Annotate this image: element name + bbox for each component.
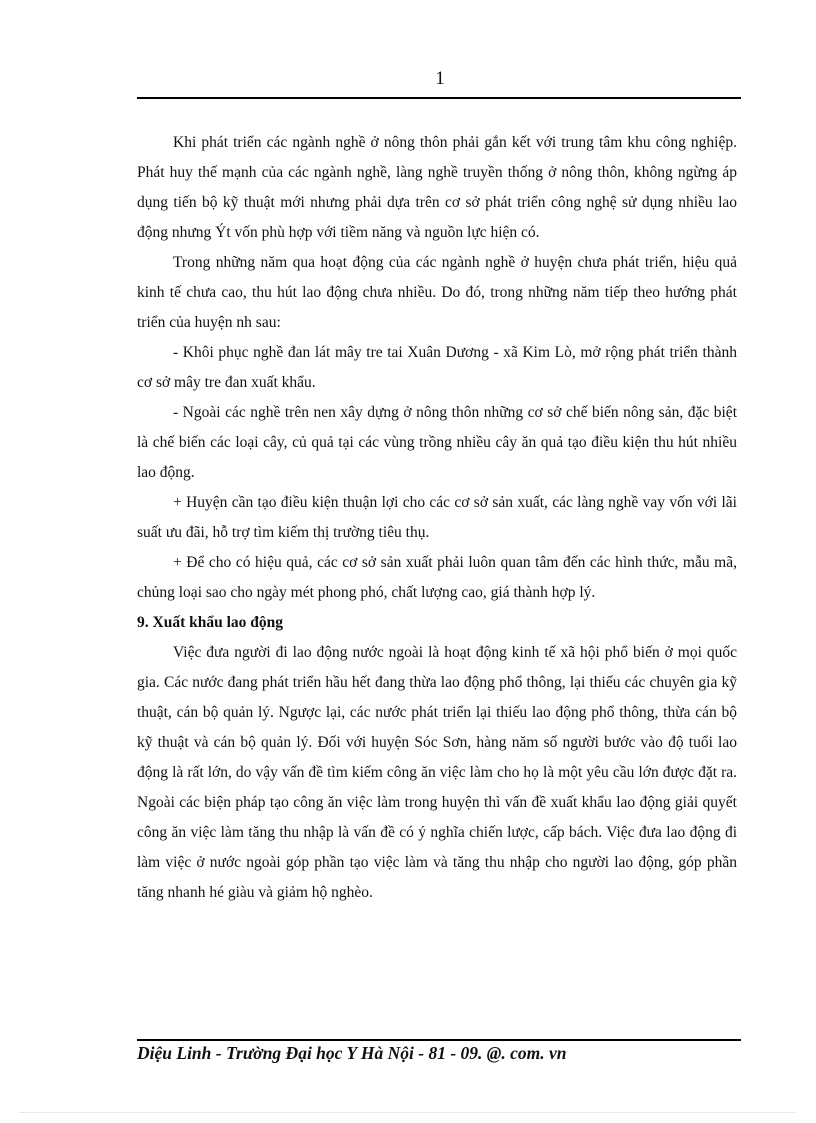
page-edge: [20, 1112, 796, 1113]
paragraph-labor-export: Việc đưa người đi lao động nước ngoài là hoạt động kinh tế xã hội phổ biến ở mọi quốc gia. Các nước đang phát triển hầu hết đang thừa lao động phổ thông, lại thiếu các chuyên gia kỹ thuật, cán bộ quản lý. Ngược lại, các nước phát triển lại thiếu lao động phổ thông, thừa cán bộ kỹ thuật và cán bộ quản lý. Đối với huyện Sóc Sơn, hàng năm số người bước vào độ tuổi lao động là rất lớn, do vậy vấn đề tìm kiếm công ăn việc làm cho họ là một yêu cầu lớn được đặt ra. Ngoài các biện pháp tạo công ăn việc làm trong huyện thì vấn đề xuất khẩu lao động giải quyết công ăn việc làm tăng thu nhập là vấn đề có ý nghĩa chiến lược, cấp bách. Việc đưa lao động đi làm việc ở nước ngoài góp phần tạo việc làm và tăng thu nhập cho người lao động, góp phần tăng nhanh hé giàu và giảm hộ nghèo.: [137, 644, 737, 901]
paragraph-processing-facilities: - Ngoài các nghề trên nen xây dựng ở nông thôn những cơ sở chế biến nông sản, đặc biệt là chế biến các loại cây, củ quả tại các vùng trồng nhiều cây ăn quả tạo điều kiện thu hút nhiều lao động.: [137, 404, 737, 481]
section-heading: 9. Xuất khẩu lao động: [137, 614, 284, 631]
paragraph-product-quality: + Để cho có hiệu quả, các cơ sở sản xuất phải luôn quan tâm đến các hình thức, mẫu mã, chủng loại sao cho ngày mét phong phó, chất lượng cao, giá thành hợp lý.: [137, 554, 737, 601]
document-body: [137, 128, 737, 908]
page-number: 1: [435, 68, 445, 89]
paragraph-craft-development: Khi phát triển các ngành nghề ở nông thôn phải gắn kết với trung tâm khu công nghiệp. Phát huy thế mạnh của các ngành nghề, làng nghề truyền thống ở nông thôn, không ngừng áp dụng tiến bộ kỹ thuật mới nhưng phải dựa trên cơ sở phát triển công nghệ sử dụng nhiều lao động nhưng Ýt vốn phù hợp với tiềm năng và nguồn lực hiện có.: [137, 134, 737, 241]
footer-rule: [137, 1039, 741, 1041]
paragraph-loan-support: + Huyện cần tạo điều kiện thuận lợi cho các cơ sở sản xuất, các làng nghề vay vốn với lãi suất ưu đãi, hỗ trợ tìm kiếm thị trường tiêu thụ.: [137, 494, 737, 541]
paragraph-bamboo-weaving: - Khôi phục nghề đan lát mây tre tai Xuân Dương - xã Kim Lò, mở rộng phát triển thành cơ sở mây tre đan xuất khẩu.: [137, 344, 737, 391]
paragraph-district-direction: Trong những năm qua hoạt động của các ngành nghề ở huyện chưa phát triển, hiệu quả kinh tế chưa cao, thu hút lao động chưa nhiều. Do đó, trong những năm tiếp theo hướng phát triển của huyện nh sau:: [137, 254, 737, 331]
footer-text: Diệu Linh - Trường Đại học Y Hà Nội - 81 - 09. @. com. vn: [137, 1043, 567, 1063]
header-rule: [137, 97, 741, 99]
